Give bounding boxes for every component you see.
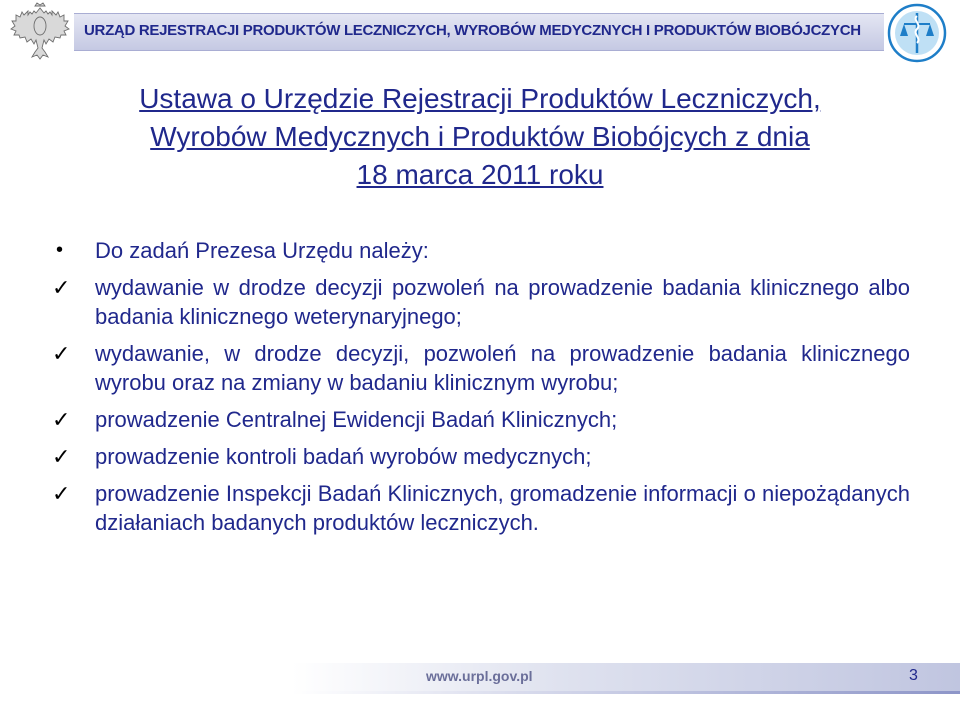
slide-title-line: 18 marca 2011 roku	[356, 159, 604, 190]
list-item	[50, 273, 910, 331]
slide-title-line: Wyrobów Medycznych i Produktów Biobójcych z dnia	[150, 121, 810, 152]
checkmark-icon: ✓	[52, 444, 71, 469]
list-item-text: prowadzenie kontroli badań wyrobów medycznych;	[95, 444, 592, 469]
footer-url[interactable]: www.urpl.gov.pl	[426, 668, 533, 684]
checkmark-icon: ✓	[52, 407, 71, 432]
checkmark-icon: ✓	[52, 341, 71, 366]
list-item-text: Do zadań Prezesa Urzędu należy:	[95, 238, 429, 263]
list-item	[50, 339, 910, 397]
list-item-text: prowadzenie Inspekcji Badań Klinicznych, gromadzenie informacji o niepożądanych działaniach badanych produktów leczniczych.	[95, 481, 910, 535]
list-item-text: wydawanie w drodze decyzji pozwoleń na prowadzenie badania klinicznego albo badania klinicznego weterynaryjnego;	[95, 275, 910, 329]
page-number: 3	[909, 667, 918, 684]
list-item-intro	[50, 236, 910, 265]
urpl-logo-icon	[886, 2, 948, 64]
checkmark-icon: ✓	[52, 275, 71, 300]
polish-eagle-emblem-icon	[8, 2, 72, 64]
list-item	[50, 442, 910, 471]
footer-line	[292, 691, 960, 694]
footer-bar	[292, 663, 960, 691]
list-item	[50, 405, 910, 434]
bullet-icon: •	[56, 239, 64, 261]
slide-content	[50, 236, 910, 545]
list-item-text: prowadzenie Centralnej Ewidencji Badań Klinicznych;	[95, 407, 618, 432]
list-item-text: wydawanie, w drodze decyzji, pozwoleń na prowadzenie badania klinicznego wyrobu oraz na zmiany w badaniu klinicznym wyrobu;	[95, 341, 910, 395]
checkmark-icon: ✓	[52, 481, 71, 506]
slide-title-line: Ustawa o Urzędzie Rejestracji Produktów Leczniczych,	[139, 83, 821, 114]
list-item	[50, 479, 910, 537]
slide-title	[40, 80, 920, 194]
header-title: URZĄD REJESTRACJI PRODUKTÓW LECZNICZYCH, WYROBÓW MEDYCZNYCH I PRODUKTÓW BIOBÓJCZYCH	[84, 22, 861, 39]
